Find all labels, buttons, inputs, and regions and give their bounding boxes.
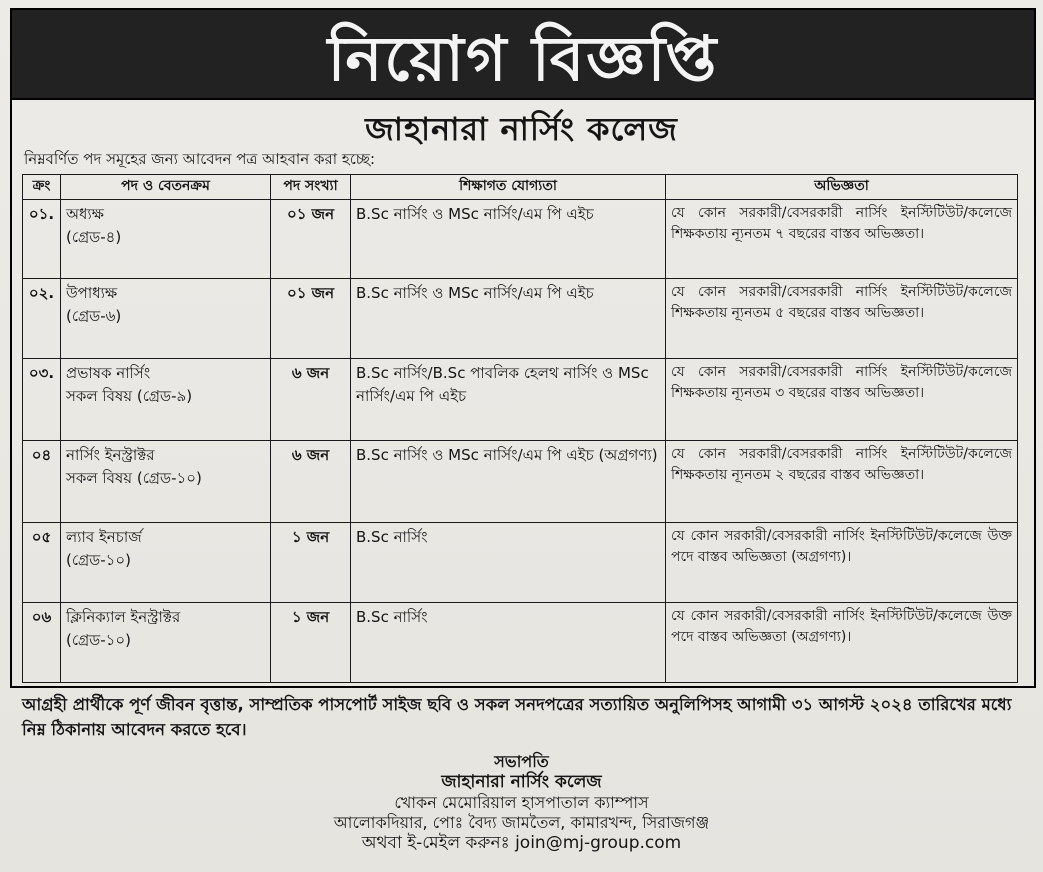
header-experience: অভিজ্ঞতা [666, 175, 1018, 200]
post-title: ল্যাব ইনচার্জ [66, 527, 142, 546]
row-education: B.Sc নার্সিং/B.Sc পাবলিক হেলথ নার্সিং ও MSc নার্সিং/এম পি এইচ [351, 358, 666, 440]
row-post [61, 199, 271, 278]
table-row [23, 522, 1018, 602]
table-row [23, 602, 1018, 682]
table-row [23, 199, 1018, 278]
application-instructions: আগ্রহী প্রার্থীকে পূর্ণ জীবন বৃত্তান্ত, সাম্প্রতিক পাসপোর্ট সাইজ ছবি ও সকল সনদপত্রের সত্যায়িত অনুলিপিসহ আগামী ৩১ আগস্ট ২০২৪ তারিখের মধ্যে নিম্ন ঠিকানায় আবেদন করতে হবে। [22, 695, 1012, 739]
college-name: জাহানারা নার্সিং কলেজ [365, 110, 678, 148]
row-experience: যে কোন সরকারী/বেসরকারী নার্সিং ইনস্টিটিউট/কলেজে উক্ত পদে বাস্তব অভিজ্ঞতা (অগ্রগণ্য)। [666, 522, 1018, 602]
title-banner [10, 8, 1036, 100]
post-grade: (গ্রেড-৪) [66, 227, 122, 246]
signatory-college: জাহানারা নার্সিং কলেজ [441, 772, 602, 792]
row-post [61, 440, 271, 522]
row-education: B.Sc নার্সিং [351, 602, 666, 682]
intro-text: নিম্নবর্ণিত পদ সমূহের জন্য আবেদন পত্র আহবান করা হচ্ছে: [24, 150, 376, 168]
row-post [61, 602, 271, 682]
row-education: B.Sc নার্সিং ও MSc নার্সিং/এম পি এইচ [351, 278, 666, 358]
row-post [61, 358, 271, 440]
row-education: B.Sc নার্সিং ও MSc নার্সিং/এম পি এইচ [351, 199, 666, 278]
header-education: শিক্ষাগত যোগ্যতা [351, 175, 666, 200]
row-count: ৬ জন [271, 440, 351, 522]
row-count: ১ জন [271, 602, 351, 682]
table-header-row [23, 175, 1018, 200]
post-grade: সকল বিষয় (গ্রেড-১০) [66, 468, 202, 487]
row-serial: ০৪ [23, 440, 61, 522]
address-line: আলোকদিয়ার, পোঃ বৈদ্য জামতৈল, কামারখন্দ, সিরাজগঞ্জ [333, 813, 710, 833]
header-serial: ক্রং [23, 175, 61, 200]
row-education: B.Sc নার্সিং [351, 522, 666, 602]
post-title: প্রভাষক নার্সিং [66, 363, 151, 382]
row-post [61, 522, 271, 602]
row-post [61, 278, 271, 358]
post-title: উপাধ্যক্ষ [66, 283, 118, 302]
post-title: অধ্যক্ষ [66, 204, 104, 223]
email-line: অথবা ই-মেইল করুনঃ join@mj-group.com [361, 833, 682, 854]
row-count: ৬ জন [271, 358, 351, 440]
header-post: পদ ও বেতনক্রম [61, 175, 271, 200]
row-count: ০১ জন [271, 199, 351, 278]
row-serial: ০৫ [23, 522, 61, 602]
notice-title: নিয়োগ বিজ্ঞপ্তি [327, 22, 719, 95]
post-grade: (গ্রেড-১০) [66, 630, 131, 649]
row-serial: ০২. [23, 278, 61, 358]
row-experience: যে কোন সরকারী/বেসরকারী নার্সিং ইনস্টিটিউট/কলেজে শিক্ষকতায় ন্যূনতম ৩ বছরের বাস্তব অভিজ্ঞতা। [666, 358, 1018, 440]
table-row [23, 440, 1018, 522]
row-count: ১ জন [271, 522, 351, 602]
table-row [23, 358, 1018, 440]
row-count: ০১ জন [271, 278, 351, 358]
row-experience: যে কোন সরকারী/বেসরকারী নার্সিং ইনস্টিটিউট/কলেজে উক্ত পদে বাস্তব অভিজ্ঞতা (অগ্রগণ্য)। [666, 602, 1018, 682]
row-serial: ০৩. [23, 358, 61, 440]
post-grade: সকল বিষয় (গ্রেড-৯) [66, 386, 193, 405]
post-grade: (গ্রেড-৬) [66, 306, 122, 325]
row-experience: যে কোন সরকারী/বেসরকারী নার্সিং ইনস্টিটিউট/কলেজে শিক্ষকতায় ন্যূনতম ২ বছরের বাস্তব অভিজ্ঞতা। [666, 440, 1018, 522]
signature-block [0, 752, 1043, 855]
row-experience: যে কোন সরকারী/বেসরকারী নার্সিং ইনস্টিটিউট/কলেজে শিক্ষকতায় ন্যূনতম ৫ বছরের বাস্তব অভিজ্ঞতা। [666, 278, 1018, 358]
row-serial: ০৬ [23, 602, 61, 682]
vacancy-table [22, 174, 1018, 683]
row-education: B.Sc নার্সিং ও MSc নার্সিং/এম পি এইচ (অগ্রগণ্য) [351, 440, 666, 522]
post-title: ক্লিনিক্যাল ইনস্ট্রাক্টর [66, 607, 181, 626]
row-serial: ০১. [23, 199, 61, 278]
row-experience: যে কোন সরকারী/বেসরকারী নার্সিং ইনস্টিটিউট/কলেজে শিক্ষকতায় ন্যূনতম ৭ বছরের বাস্তব অভিজ্ঞতা। [666, 199, 1018, 278]
table-row [23, 278, 1018, 358]
post-title: নার্সিং ইনস্ট্রাক্টর [66, 445, 155, 464]
signatory-title: সভাপতি [494, 752, 549, 771]
header-count: পদ সংখ্যা [271, 175, 351, 200]
post-grade: (গ্রেড-১০) [66, 550, 131, 569]
campus-line: খোকন মেমোরিয়াল হাসপাতাল ক্যাম্পাস [394, 793, 649, 813]
